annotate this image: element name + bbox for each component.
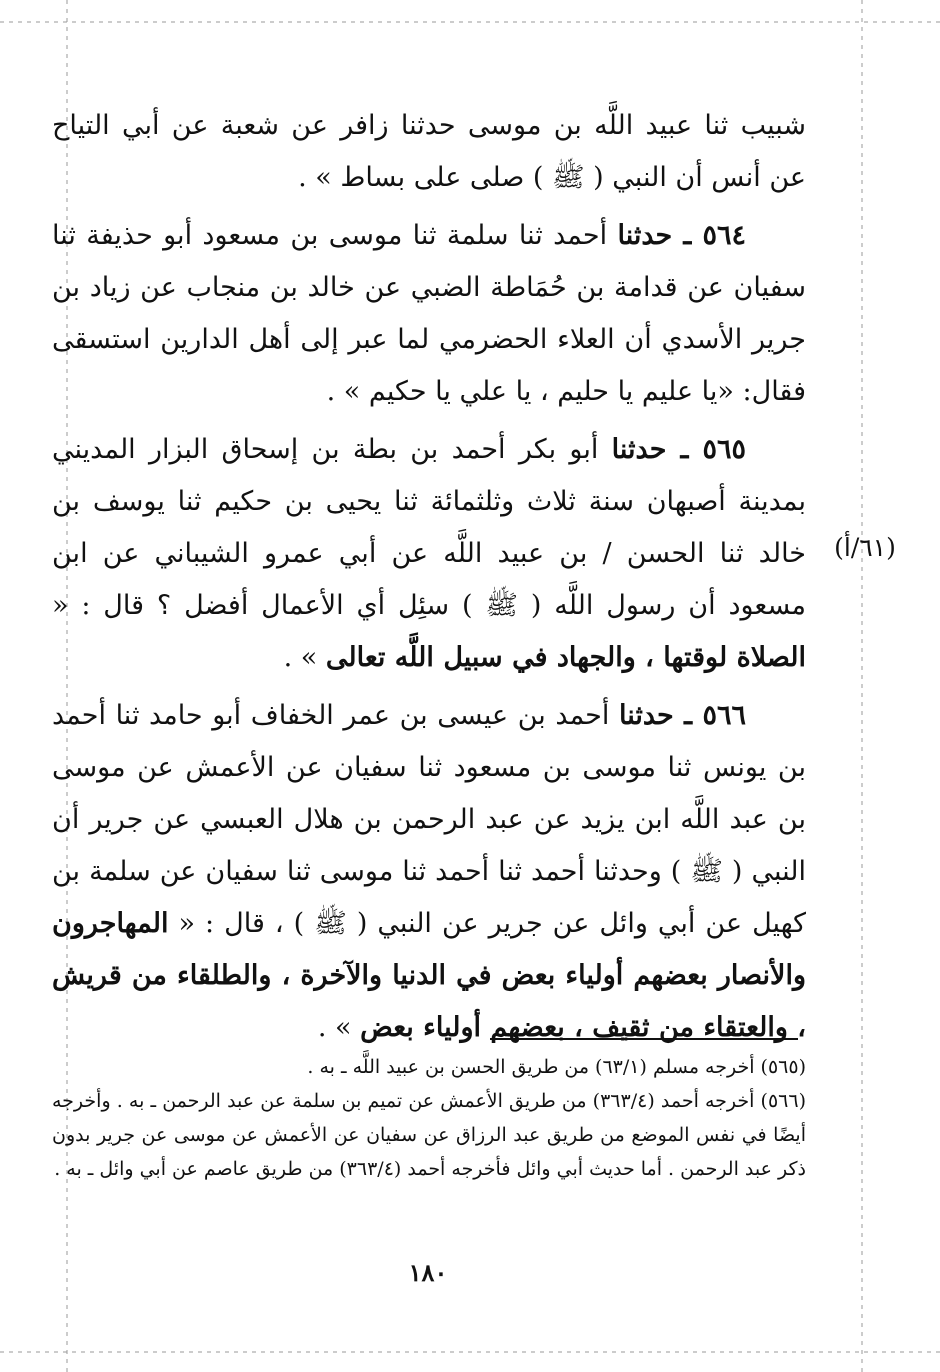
footnote-565: (٥٦٥) أخرجه مسلم (٦٣/١) من طريق الحسن بن عبيد اللَّه ـ به . [307, 1056, 806, 1078]
footnotes [52, 1050, 806, 1186]
main-text [52, 100, 806, 1060]
page-number: ١٨٠ [408, 1258, 448, 1287]
hadith-number: ٥٦٦ [702, 700, 746, 731]
hadith-564 [52, 210, 806, 418]
hadith-quote: الصلاة لوقتها ، والجهاد في سبيل اللَّه تعالى [325, 642, 806, 673]
hadith-number: ٥٦٥ [702, 434, 746, 465]
hadith-lead: ـ حدثنا [611, 434, 703, 465]
paragraph-text: شبيب ثنا عبيد اللَّه بن موسى حدثنا زافر عن شعبة عن أبي التياح عن أنس أن النبي ( ﷺ ) صلى على بساط » . [52, 110, 806, 193]
hadith-text: أحمد بن عيسى بن عمر الخفاف أبو حامد ثنا أحمد بن يونس ثنا موسى بن مسعود ثنا سفيان عن الأعمش عن موسى بن عبد اللَّه ابن يزيد عن عبد الرحمن بن هلال العبسي عن جرير أن النبي ( ﷺ ) وحدثنا أحمد ثنا أحمد ثنا موسى ثنا سفيان عن سلمة بن كهيل عن أبي وائل عن جرير عن النبي ( ﷺ ) ، قال : « [52, 700, 806, 939]
hadith-text: أبو بكر أحمد بن بطة بن إسحاق البزار المديني بمدينة أصبهان سنة ثلاث وثلثمائة ثنا يحيى بن حكيم ثنا يوسف بن خالد ثنا الحسن / بن عبيد اللَّه عن أبي عمرو الشيباني عن ابن مسعود أن رسول اللَّه ( ﷺ ) سئِل أي الأعمال أفضل ؟ قال : « [52, 434, 806, 621]
hadith-lead: ـ حدثنا [617, 220, 703, 251]
manuscript-folio-marker: (٦١/أ) [834, 533, 896, 562]
hadith-566 [52, 690, 806, 1054]
footnote-divider [490, 1038, 798, 1040]
hadith-number: ٥٦٤ [702, 220, 746, 251]
hadith-text-end: » . [283, 642, 326, 673]
hadith-quote: المهاجرون والأنصار بعضهم أولياء بعض في الدنيا والآخرة ، والطلقاء من قريش ، والعتقاء من ثقيف ، بعضهم أولياء بعض [52, 908, 806, 1043]
hadith-text: أحمد ثنا سلمة ثنا موسى بن مسعود أبو حذيفة ثنا سفيان عن قدامة بن حُمَاطة الضبي عن خالد بن منجاب عن زياد بن جرير الأسدي أن العلاء الحضرمي لما عبر إلى أهل الدارين استسقى فقال: «يا عليم يا حليم ، يا علي يا حكيم » . [52, 220, 806, 407]
hadith-text-end: » . [317, 1012, 361, 1043]
hadith-lead: ـ حدثنا [618, 700, 703, 731]
footnote-566: (٥٦٦) أخرجه أحمد (٣٦٣/٤) من طريق الأعمش عن تميم بن سلمة عن عبد الرحمن ـ به . وأخرجه أيضًا في نفس الموضع من طريق عبد الرزاق عن سفيان عن الأعمش عن موسى عن جرير بدون ذكر عبد الرحمن . أما حديث أبي وائل فأخرجه أحمد (٣٦٣/٤) من طريق عاصم عن أبي وائل ـ به . [52, 1090, 806, 1180]
paragraph-continuation [52, 100, 806, 204]
hadith-565 [52, 424, 806, 684]
